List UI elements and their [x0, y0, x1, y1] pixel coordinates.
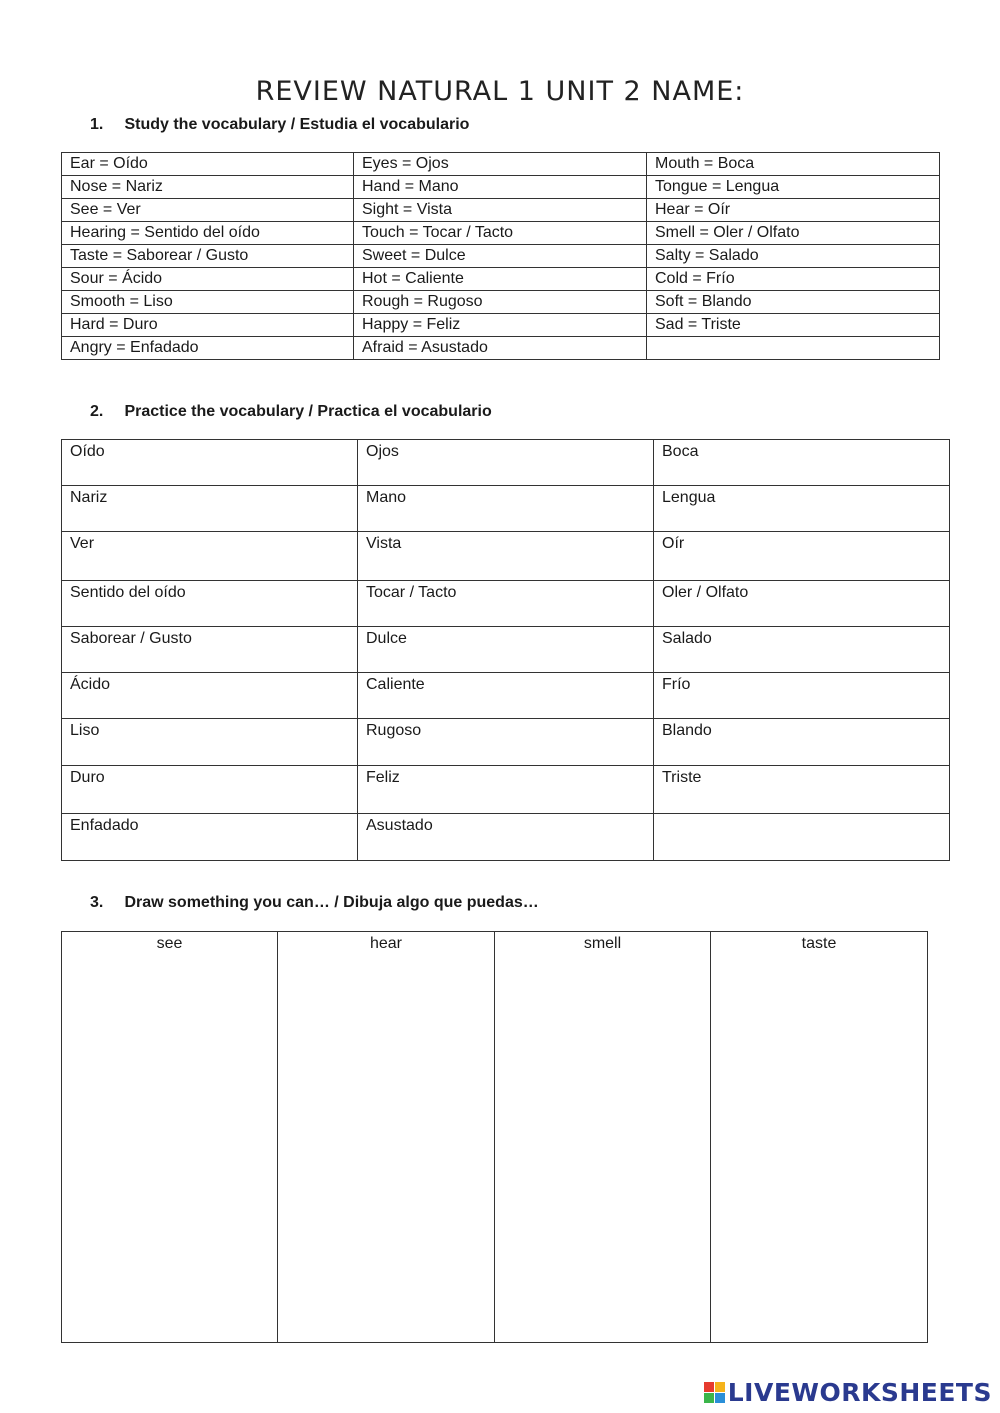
vocab-row — [62, 268, 940, 291]
vocab-cell: Hard = Duro — [62, 314, 354, 337]
section-1-heading — [90, 116, 469, 134]
logo-square — [715, 1393, 725, 1403]
vocab-row — [62, 176, 940, 199]
logo-square — [704, 1393, 714, 1403]
section-title: Draw something you can… / Dibuja algo que puedas… — [124, 894, 539, 911]
practice-row — [62, 440, 950, 486]
practice-cell[interactable]: Ver — [62, 532, 358, 581]
practice-cell[interactable]: Salado — [654, 627, 950, 673]
vocab-cell: Angry = Enfadado — [62, 337, 354, 360]
practice-cell[interactable]: Enfadado — [62, 814, 358, 861]
practice-cell[interactable]: Blando — [654, 719, 950, 766]
vocab-cell: Eyes = Ojos — [354, 153, 647, 176]
practice-row — [62, 532, 950, 581]
practice-cell[interactable]: Oír — [654, 532, 950, 581]
vocab-cell: Cold = Frío — [647, 268, 940, 291]
vocab-cell: Hear = Oír — [647, 199, 940, 222]
vocab-cell: Hot = Caliente — [354, 268, 647, 291]
practice-cell[interactable]: Frío — [654, 673, 950, 719]
practice-cell[interactable]: Asustado — [358, 814, 654, 861]
vocab-row — [62, 314, 940, 337]
practice-cell[interactable]: Feliz — [358, 766, 654, 814]
vocab-cell: Taste = Saborear / Gusto — [62, 245, 354, 268]
vocab-cell: Salty = Salado — [647, 245, 940, 268]
section-title: Practice the vocabulary / Practica el vocabulario — [124, 403, 492, 420]
vocab-cell: Ear = Oído — [62, 153, 354, 176]
practice-cell[interactable]: Tocar / Tacto — [358, 581, 654, 627]
vocab-cell: Mouth = Boca — [647, 153, 940, 176]
vocab-row — [62, 153, 940, 176]
practice-cell[interactable]: Ácido — [62, 673, 358, 719]
vocab-cell: Sour = Ácido — [62, 268, 354, 291]
practice-cell[interactable]: Saborear / Gusto — [62, 627, 358, 673]
practice-row — [62, 814, 950, 861]
logo-square — [704, 1382, 714, 1392]
practice-cell[interactable]: Oído — [62, 440, 358, 486]
practice-row — [62, 719, 950, 766]
vocab-cell: Tongue = Lengua — [647, 176, 940, 199]
drawing-table — [61, 931, 928, 1343]
section-number: 2. — [90, 403, 104, 420]
practice-cell[interactable]: Duro — [62, 766, 358, 814]
practice-cell[interactable]: Triste — [654, 766, 950, 814]
practice-cell[interactable]: Mano — [358, 486, 654, 532]
logo-icon — [704, 1382, 725, 1403]
practice-cell[interactable]: Nariz — [62, 486, 358, 532]
practice-cell[interactable]: Dulce — [358, 627, 654, 673]
practice-cell[interactable] — [654, 814, 950, 861]
vocab-cell: Rough = Rugoso — [354, 291, 647, 314]
vocab-cell: Sweet = Dulce — [354, 245, 647, 268]
vocab-cell: Nose = Nariz — [62, 176, 354, 199]
page-title: REVIEW NATURAL 1 UNIT 2 NAME: — [255, 76, 745, 108]
vocabulary-table — [61, 152, 940, 360]
practice-row — [62, 766, 950, 814]
vocab-cell: Sad = Triste — [647, 314, 940, 337]
vocab-cell: Soft = Blando — [647, 291, 940, 314]
vocab-cell: Afraid = Asustado — [354, 337, 647, 360]
vocab-row — [62, 199, 940, 222]
practice-cell[interactable]: Lengua — [654, 486, 950, 532]
practice-cell[interactable]: Boca — [654, 440, 950, 486]
vocab-cell: Touch = Tocar / Tacto — [354, 222, 647, 245]
vocab-cell: Hearing = Sentido del oído — [62, 222, 354, 245]
vocab-row — [62, 222, 940, 245]
vocab-row — [62, 245, 940, 268]
practice-row — [62, 486, 950, 532]
section-2-heading — [90, 403, 492, 421]
practice-cell[interactable]: Sentido del oído — [62, 581, 358, 627]
draw-box-see[interactable]: see — [62, 932, 278, 1343]
practice-cell[interactable]: Caliente — [358, 673, 654, 719]
practice-row — [62, 581, 950, 627]
section-number: 3. — [90, 894, 104, 911]
practice-cell[interactable]: Vista — [358, 532, 654, 581]
vocab-row — [62, 291, 940, 314]
vocab-cell: Smell = Oler / Olfato — [647, 222, 940, 245]
section-3-heading — [90, 894, 539, 912]
vocab-cell: See = Ver — [62, 199, 354, 222]
logo-square — [715, 1382, 725, 1392]
practice-cell[interactable]: Rugoso — [358, 719, 654, 766]
vocab-cell: Sight = Vista — [354, 199, 647, 222]
vocab-cell: Hand = Mano — [354, 176, 647, 199]
practice-cell[interactable]: Oler / Olfato — [654, 581, 950, 627]
practice-table — [61, 439, 950, 861]
section-title: Study the vocabulary / Estudia el vocabulario — [124, 116, 470, 133]
draw-box-smell[interactable]: smell — [495, 932, 711, 1343]
brand-name: LIVEWORKSHEETS — [727, 1378, 992, 1407]
vocab-cell — [647, 337, 940, 360]
practice-cell[interactable]: Liso — [62, 719, 358, 766]
practice-cell[interactable]: Ojos — [358, 440, 654, 486]
liveworksheets-logo — [704, 1378, 992, 1407]
draw-box-hear[interactable]: hear — [278, 932, 495, 1343]
vocab-cell: Happy = Feliz — [354, 314, 647, 337]
vocab-cell: Smooth = Liso — [62, 291, 354, 314]
vocab-row — [62, 337, 940, 360]
practice-row — [62, 627, 950, 673]
section-number: 1. — [90, 116, 104, 133]
draw-box-taste[interactable]: taste — [711, 932, 928, 1343]
practice-row — [62, 673, 950, 719]
